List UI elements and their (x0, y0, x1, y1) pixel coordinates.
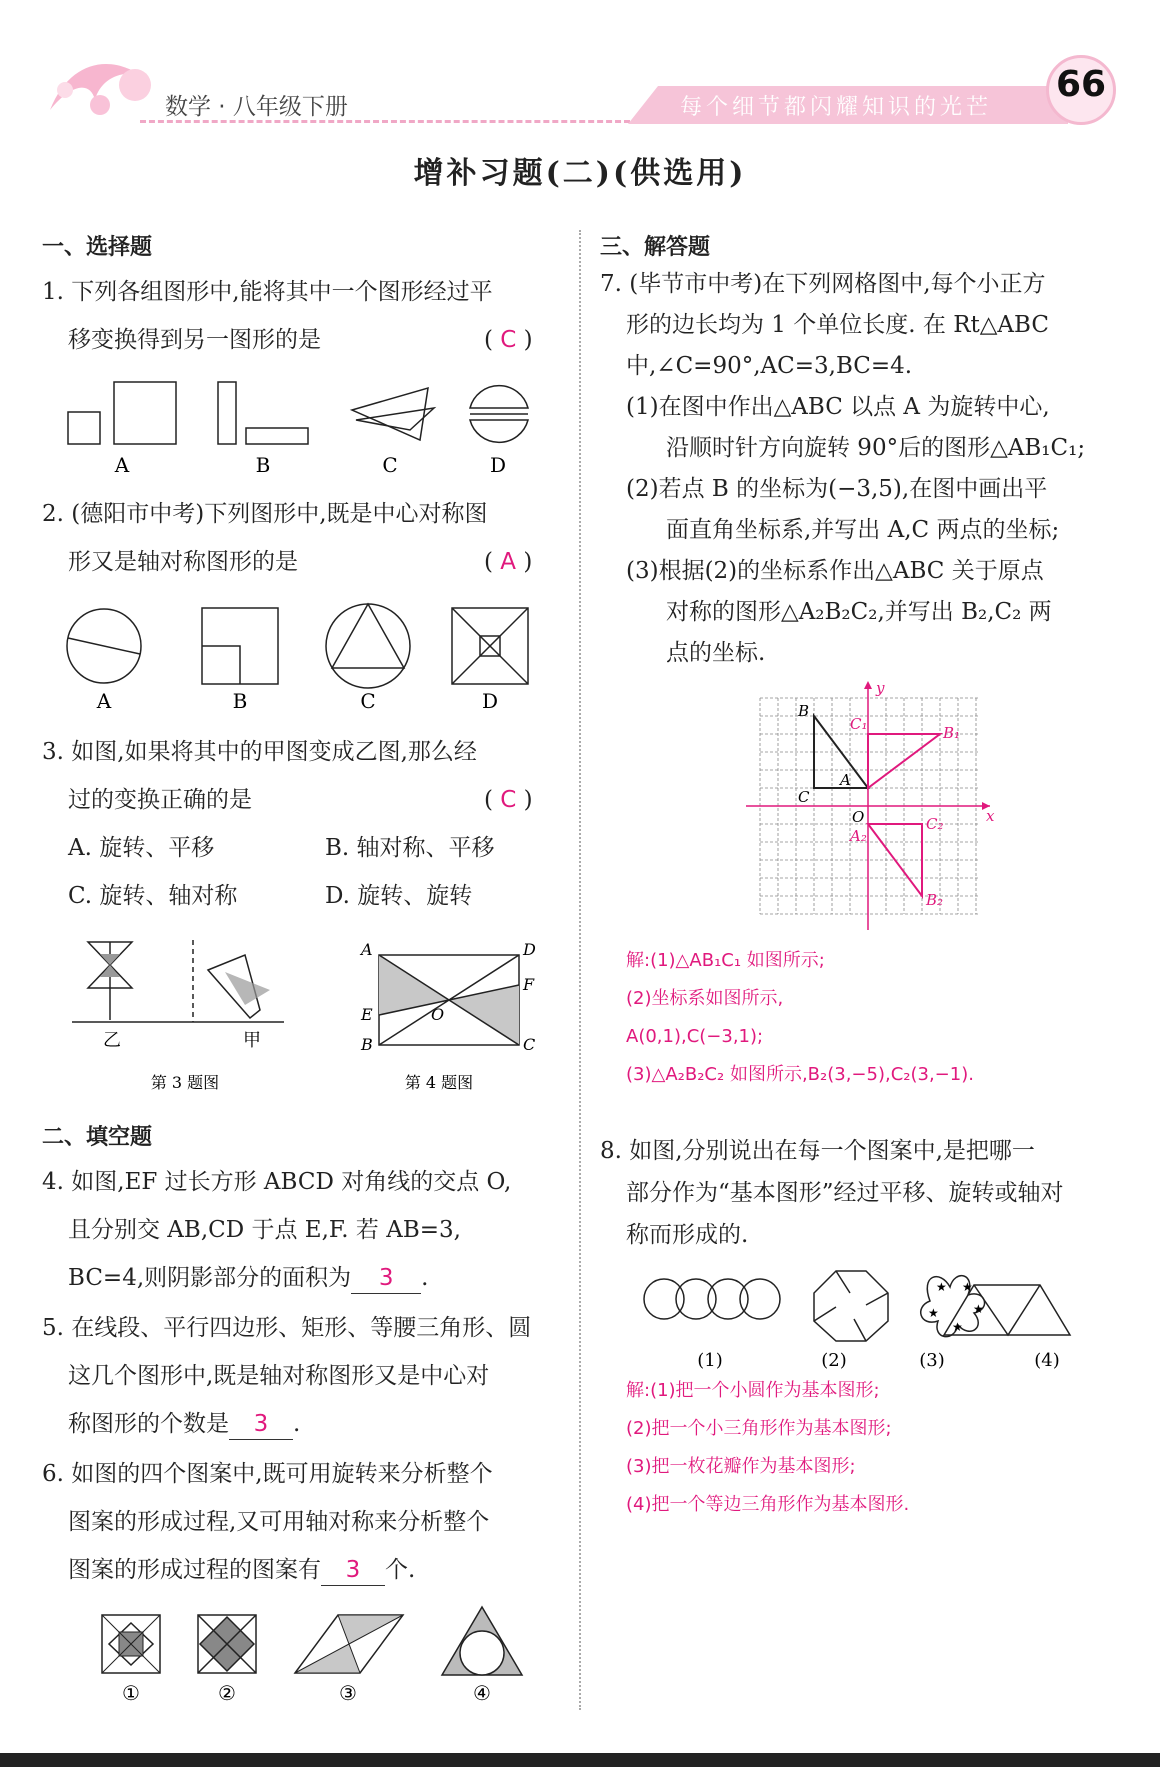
svg-text:★: ★ (973, 1302, 984, 1316)
q5-line3 (68, 1400, 300, 1448)
q4-point-e: E (361, 1005, 373, 1024)
q8-solution (626, 1372, 909, 1524)
q5-line3-text: 称图形的个数是 (68, 1411, 229, 1437)
q4-line3 (68, 1254, 428, 1302)
q3-line1: 3. 如图,如果将其中的甲图变成乙图,那么经 (42, 739, 477, 765)
q3-line2: 过的变换正确的是 (68, 787, 252, 813)
q4-line3-text: BC=4,则阴影部分的面积为 (68, 1265, 352, 1291)
q7-label-c1: C₁ (850, 715, 868, 733)
section-heading-fill: 二、填空题 (42, 1125, 153, 1150)
q3-option-c: C. 旋转、轴对称 (68, 883, 238, 909)
page-title: 增补习题(二)(供选用) (413, 156, 747, 191)
q3-fig-label-yi: 乙 (103, 1030, 121, 1051)
q6-label-2: ② (218, 1681, 236, 1705)
header-flower-ornament (40, 50, 170, 125)
q4-line3-end: . (421, 1265, 429, 1291)
q7-line10: 点的坐标. (666, 640, 766, 666)
header-slogan: 每个细节都闪耀知识的光芒 (680, 95, 993, 120)
q4-point-a: A (361, 940, 373, 959)
q4-point-d: D (523, 940, 536, 959)
q1-answer: C (500, 327, 517, 353)
q7-grid-figure (740, 675, 1000, 935)
q7-line4: (1)在图中作出△ABC 以点 A 为旋转中心, (626, 394, 1050, 420)
q2-label-c: C (360, 689, 376, 713)
q7-line6: (2)若点 B 的坐标为(−3,5),在图中画出平 (626, 476, 1048, 502)
q7-origin: O (852, 808, 865, 826)
q5-answer: 3 (229, 1409, 293, 1440)
q4-answer: 3 (351, 1263, 421, 1294)
q1-figures (60, 370, 540, 480)
q7-label-b1: B₁ (943, 724, 961, 742)
q7-line8: (3)根据(2)的坐标系作出△ABC 关于原点 (626, 558, 1044, 584)
q6-line1: 6. 如图的四个图案中,既可用旋转来分析整个 (42, 1461, 493, 1487)
q6-label-4: ④ (473, 1681, 491, 1705)
q7-label-c2: C₂ (926, 815, 944, 833)
q6-line3-text: 图案的形成过程的图案有 (68, 1557, 321, 1583)
q8-line1: 8. 如图,分别说出在每一个图案中,是把哪一 (600, 1138, 1035, 1164)
q3-option-d: D. 旋转、旋转 (325, 883, 473, 909)
q8-label-4: (4) (1034, 1350, 1060, 1371)
q8-line2: 部分作为“基本图形”经过平移、旋转或轴对 (626, 1180, 1064, 1206)
q7-line2: 形的边长均为 1 个单位长度. 在 Rt△ABC (626, 312, 1049, 338)
q5-line2: 这几个图形中,既是轴对称图形又是中心对 (68, 1363, 490, 1389)
q6-label-3: ③ (339, 1681, 357, 1705)
q1-label-d: D (489, 453, 507, 477)
q4-line1: 4. 如图,EF 过长方形 ABCD 对角线的交点 O, (42, 1169, 512, 1195)
q7-label-c: C (798, 788, 810, 806)
q6-answer: 3 (321, 1555, 385, 1586)
q1-line1: 1. 下列各组图形中,能将其中一个图形经过平 (42, 279, 493, 305)
q6-line2: 图案的形成过程,又可用轴对称来分析整个 (68, 1509, 490, 1535)
q8-label-2: (2) (821, 1350, 847, 1371)
q3-figure (60, 930, 300, 1095)
column-divider (579, 230, 581, 1710)
q8-solution-4: (4)把一个等边三角形作为基本图形. (626, 1494, 910, 1515)
q8-label-1: (1) (697, 1350, 723, 1371)
q7-label-a2: A₂ (850, 827, 867, 845)
q6-figures (90, 1605, 540, 1715)
q7-line3: 中,∠C=90°,AC=3,BC=4. (626, 353, 913, 379)
q3-fig-label-jia: 甲 (243, 1030, 261, 1051)
q4-line2: 且分别交 AB,CD 于点 E,F. 若 AB=3, (68, 1217, 461, 1243)
q2-figures (60, 596, 540, 716)
q7-label-b: B (798, 702, 810, 720)
q8-solution-3: (3)把一枚花瓣作为基本图形; (626, 1456, 856, 1477)
q1-line2: 移变换得到另一图形的是 (68, 327, 321, 353)
q2-label-b: B (232, 689, 248, 713)
svg-text:★: ★ (952, 1320, 963, 1334)
q2-answer-bracket: ( A ) (484, 549, 533, 575)
q7-solution-1: 解:(1)△AB₁C₁ 如图所示; (626, 950, 825, 971)
q7-label-a: A (840, 771, 851, 789)
svg-text:★: ★ (928, 1306, 939, 1320)
svg-text:★: ★ (936, 1280, 947, 1294)
q5-line1: 5. 在线段、平行四边形、矩形、等腰三角形、圆 (42, 1315, 532, 1341)
svg-text:★: ★ (962, 1280, 973, 1294)
q3-answer: C (500, 787, 517, 813)
q2-line1: 2. (德阳市中考)下列图形中,既是中心对称图 (42, 501, 488, 527)
q7-solution-2: (2)坐标系如图所示, (626, 988, 784, 1009)
q2-label-a: A (96, 689, 112, 713)
q7-axis-x: x (986, 807, 995, 825)
q6-line3 (68, 1546, 415, 1594)
q8-solution-2: (2)把一个小三角形作为基本图形; (626, 1418, 892, 1439)
footer-bar (0, 1753, 1160, 1767)
q3-answer-bracket: ( C ) (484, 787, 533, 813)
header-dashed-rule (140, 120, 630, 123)
q4-point-o: O (431, 1005, 445, 1024)
q7-label-b2: B₂ (926, 891, 944, 909)
section-heading-solve: 三、解答题 (600, 235, 711, 260)
q5-line3-end: . (293, 1411, 301, 1437)
q1-label-c: C (382, 453, 398, 477)
q8-solution-1: 解:(1)把一个小圆作为基本图形; (626, 1380, 880, 1401)
q7-solution-4: (3)△A₂B₂C₂ 如图所示,B₂(3,−5),C₂(3,−1). (626, 1064, 974, 1085)
q4-figure (355, 930, 545, 1095)
q4-point-b: B (361, 1035, 373, 1054)
q7-line9: 对称的图形△A₂B₂C₂,并写出 B₂,C₂ 两 (666, 599, 1052, 625)
q3-caption: 第 3 题图 (150, 1073, 220, 1092)
q7-axis-y: y (876, 679, 885, 697)
section-heading-choice: 一、选择题 (42, 235, 153, 260)
q7-solution-3: A(0,1),C(−3,1); (626, 1026, 764, 1047)
q2-label-d: D (481, 689, 499, 713)
book-title: 数学 · 八年级下册 (165, 94, 348, 120)
q7-line7: 面直角坐标系,并写出 A,C 两点的坐标; (666, 517, 1060, 543)
q8-figures (640, 1265, 1100, 1375)
q4-point-c: C (523, 1035, 536, 1054)
q2-answer: A (500, 549, 517, 575)
q7-line5: 沿顺时针方向旋转 90°后的图形△AB₁C₁; (666, 435, 1086, 461)
q3-option-a: A. 旋转、平移 (68, 835, 215, 861)
q8-label-3: (3) (919, 1350, 945, 1371)
q4-caption: 第 4 题图 (404, 1073, 474, 1092)
q1-label-a: A (114, 453, 130, 477)
q1-label-b: B (255, 453, 271, 477)
q3-option-b: B. 轴对称、平移 (325, 835, 495, 861)
q1-answer-bracket: ( C ) (484, 327, 533, 353)
q7-solution (626, 942, 974, 1094)
q4-point-f: F (523, 975, 535, 994)
q6-label-1: ① (122, 1681, 140, 1705)
page-number: 66 (1055, 64, 1107, 105)
q2-line2: 形又是轴对称图形的是 (68, 549, 298, 575)
q7-line1: 7. (毕节市中考)在下列网格图中,每个小正方 (600, 271, 1046, 297)
q8-line3: 称而形成的. (626, 1222, 749, 1248)
q8-text (600, 1130, 1064, 1256)
q7-text (600, 264, 1085, 674)
q6-line3-end: 个. (385, 1557, 416, 1583)
